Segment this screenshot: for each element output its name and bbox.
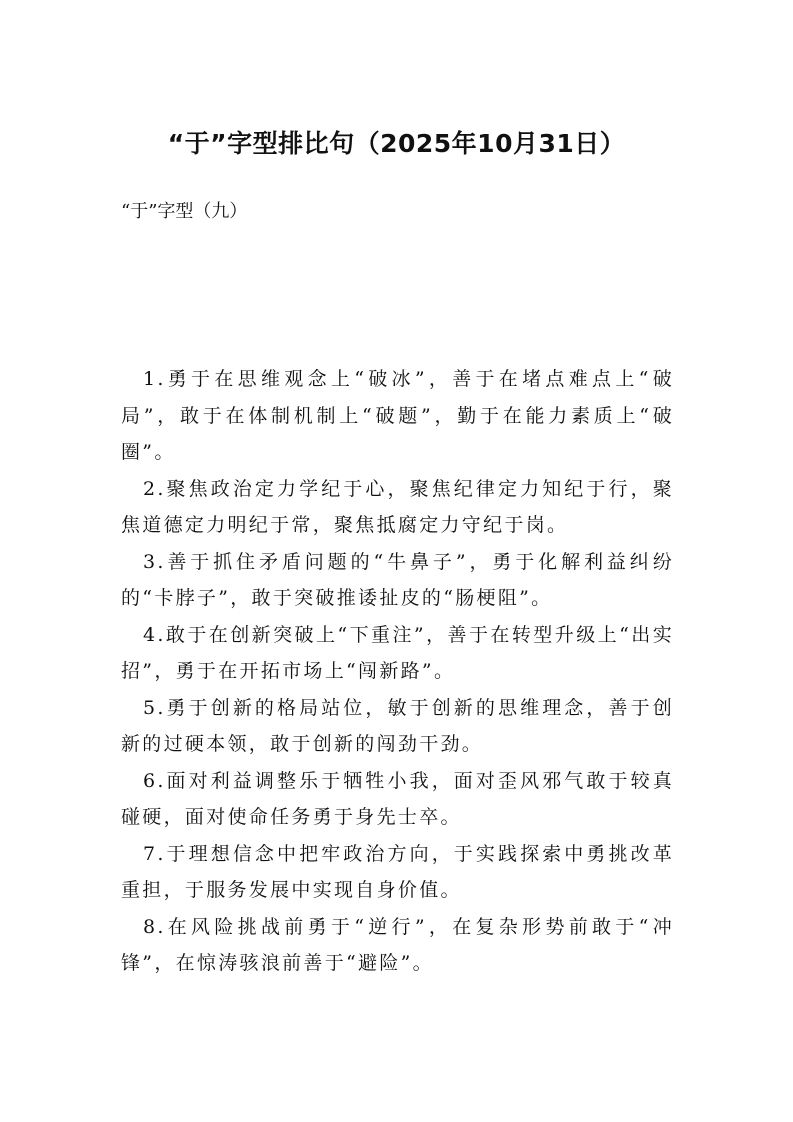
list-item: 5.勇于创新的格局站位，敏于创新的思维理念，善于创新的过硬本领，敢于创新的闯劲干劲。 [121,696,674,755]
sentence-list [121,361,674,982]
list-item: 4.敢于在创新突破上“下重注”，善于在转型升级上“出实招”，勇于在开拓市场上“闯新路”。 [121,623,674,682]
list-item: 6.面对利益调整乐于牺牲小我，面对歪风邪气敢于较真碰硬，面对使命任务勇于身先士卒。 [121,769,674,828]
list-item: 1.勇于在思维观念上“破冰”，善于在堵点难点上“破局”，敢于在体制机制上“破题”，勤于在能力素质上“破圈”。 [121,368,674,463]
document-subtitle: “于”字型（九） [121,201,248,222]
list-item: 2.聚焦政治定力学纪于心，聚焦纪律定力知纪于行，聚焦道德定力明纪于常，聚焦抵腐定力守纪于岗。 [121,477,674,536]
list-item: 7.于理想信念中把牢政治方向，于实践探索中勇挑改革重担，于服务发展中实现自身价值。 [121,842,674,901]
list-item: 8.在风险挑战前勇于“逆行”，在复杂形势前敢于“冲锋”，在惊涛骇浪前善于“避险”。 [121,915,674,974]
list-item: 3.善于抓住矛盾问题的“牛鼻子”，勇于化解利益纠纷的“卡脖子”，敢于突破推诿扯皮的“肠梗阻”。 [121,550,674,609]
document-title: “于”字型排比句（2025年10月31日） [167,129,626,158]
